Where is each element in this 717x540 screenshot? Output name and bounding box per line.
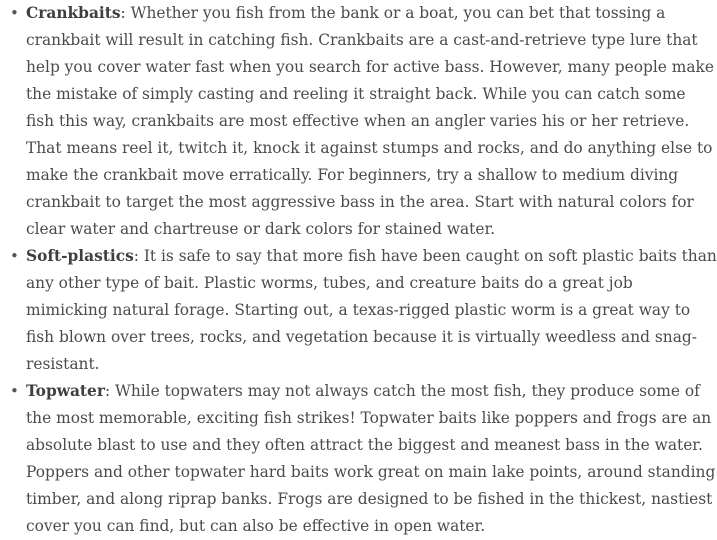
list-item-topwater xyxy=(10,378,717,540)
description-crankbaits: : Whether you fish from the bank or a boat, you can bet that tossing a crankbait will result in catching fish. Crankbaits are a cast-and-retrieve type lure that help you cover water fast when you search for active bass. However, many people make the mistake of simply casting and reeling it straight back. While you can catch some fish this way, crankbaits are most effective when an angler varies his or her retrieve. That means reel it, twitch it, knock it against stumps and rocks, and do anything else to make the crankbait move erratically. For beginners, try a shallow to medium diving crankbait to target the most aggressive bass in the area. Start with natural colors for clear water and chartreuse or dark colors for stained water. xyxy=(26,4,714,238)
description-topwater: : While topwaters may not always catch the most fish, they produce some of the most memorable, exciting fish strikes! Topwater baits like poppers and frogs are an absolute blast to use and they often attract the biggest and meanest bass in the water. Poppers and other topwater hard baits work great on main lake points, around standing timber, and along riprap banks. Frogs are designed to be fished in the thickest, nastiest cover you can find, but can also be effective in open water. xyxy=(26,382,716,535)
description-soft-plastics: : It is safe to say that more fish have been caught on soft plastic baits than any other type of bait. Plastic worms, tubes, and creature baits do a great job mimicking natural forage. Starting out, a texas-rigged plastic worm is a great way to fish blown over trees, rocks, and vegetation because it is virtually weedless and snag-resistant. xyxy=(26,247,717,373)
list-item-soft-plastics xyxy=(10,243,717,378)
bullet-icon: • xyxy=(10,247,19,265)
list-item-crankbaits xyxy=(10,0,717,243)
term-crankbaits: Crankbaits xyxy=(26,4,121,22)
term-topwater: Topwater xyxy=(26,382,105,400)
bullet-icon: • xyxy=(10,382,19,400)
bullet-icon: • xyxy=(10,4,19,22)
term-soft-plastics: Soft-plastics xyxy=(26,247,134,265)
